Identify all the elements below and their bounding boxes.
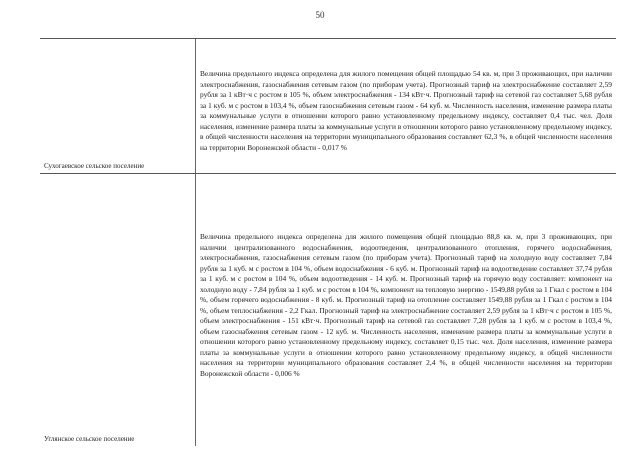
column-divider: [195, 174, 196, 446]
table-row: [40, 39, 616, 174]
table-row: [40, 174, 616, 446]
index-description: Величина предельного индекса определена для жилого помещения общей площадью 88,8 кв. м, при 3 проживающих, при наличии централизованного водоснабжения, водоотведения, централизованного отопления, горячего водоснабжения, электроснабжения, газоснабжения сетевым газом (по приборам учета). Прогнозный тариф на холодную воду составляет 7,84 рубля за 1 куб. м с ростом в 104 %, объем водоснабжения - 6 куб. м. Прогнозный тариф на водоотведение составляет 37,74 рубля за 1 куб. м с ростом в 104 %, объем водоотведения - 14 куб. м. Прогнозный тариф на горячую воду составляет: компонент на холодную воду - 7,84 рубля за 1 куб. м с ростом в 104 %, компонент на тепловую энергию - 1549,88 рубля за 1 Гкал с ростом в 104 %, объем горячего водоснабжения - 8 куб. м. Прогнозный тариф на отопление составляет 1549,88 рубля за 1 Гкал с ростом в 104 %, объем теплоснабжения - 2,2 Гкал. Прогнозный тариф на электроснабжение составляет 2,59 рубля за 1 кВт·ч с ростом в 105 %, объем электроснабжения - 151 кВт·ч. Прогнозный тариф на сетевой газ составляет 7,28 рубля за 1 куб. м с ростом в 103,4 %, объем газоснабжения сетевым газом - 12 куб. м. Численность населения, изменение размера платы за коммунальные услуги в отношении которого равно установленному предельному индексу, составляет 0,15 тыс. чел. Доля населения, изменение размера платы за коммунальные услуги в отношении которого равно установленному предельному индексу, в общей численности населения на территории муниципального образования составляет 2,4 %, в общей численности населения на территории Воронежской области - 0,006 %: [200, 232, 612, 378]
index-table: [40, 38, 616, 447]
page-number: 50: [315, 10, 325, 20]
municipality-name: Сухогаевское сельское поселение: [44, 162, 145, 170]
column-divider: [195, 39, 196, 173]
municipality-name: Углянское сельское поселение: [44, 435, 135, 443]
index-description: Величина предельного индекса определена для жилого помещения общей площадью 54 кв. м, при 3 проживающих, при наличии электроснабжения, газоснабжения сетевым газом (по приборам учета). Прогнозный тариф на электроснабжение составляет 2,59 рубля за 1 кВт·ч с ростом в 105 %, объем электроснабжения - 134 кВт·ч. Прогнозный тариф на сетевой газ составляет 5,68 рубля за 1 куб. м с ростом в 103,4 %, объем газоснабжения сетевым газом - 64 куб. м. Численность населения, изменение размера платы за коммунальные услуги в отношении которого равно установленному предельному индексу, составляет 0,4 тыс. чел. Доля населения, изменение размера платы за коммунальные услуги в отношении которого равно установленному предельному индексу, в общей численности населения на территории муниципального образования составляет 62,3 %, в общей численности населения на территории Воронежской области - 0,017 %: [200, 69, 612, 152]
